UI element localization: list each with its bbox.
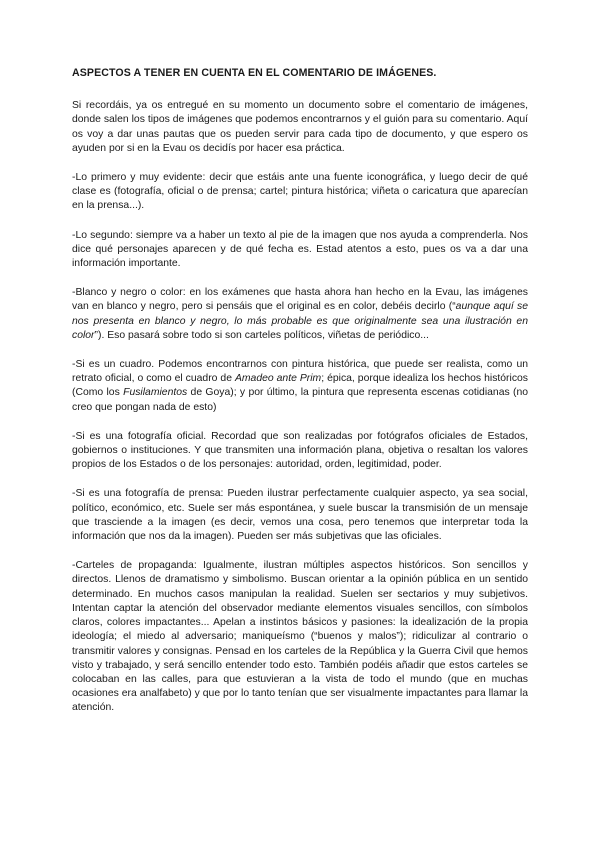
paragraph-text: -Blanco y negro o color: en los exámenes que hasta ahora han hecho en la Evau, las imágenes van en blanco y negro, pero si pensáis que el original es en color, debéis decirlo (“ [72, 287, 528, 313]
paragraph-text: de Goya); y por último, la pintura que representa escenas cotidianas (no creo que pongan nada de esto) [72, 387, 529, 413]
paragraph-official-photo: -Si es una fotografía oficial. Recordad que son realizadas por fotógrafos oficiales de Estados, gobiernos o instituciones. Y que transmiten una información plana, objetiva o resaltan los valores propios de los Estados o de los personajes: autoridad, orden, legitimidad, poder. [72, 430, 528, 471]
italic-quote: aunque aquí se nos presenta en blanco y negro, lo más probable es que originalmente sea una ilustración en color [72, 301, 528, 341]
paragraph-painting [72, 358, 528, 415]
paragraph-caption-text: -Lo segundo: siempre va a haber un texto al pie de la imagen que nos ayuda a comprenderla. Nos dice qué personajes aparecen y de qué fecha es. Estad atentos a esto, pues os va a dar una información importante. [72, 229, 528, 270]
paragraph-propaganda-posters: -Carteles de propaganda: Igualmente, ilustran múltiples aspectos históricos. Son sencillos y directos. Llenos de dramatismo y simbolismo. Buscan orientar a la opinión pública en un sentido determinado. En muchos casos manipulan la realidad. Suelen ser sectarios y muy subjetivos. Intentan captar la atención del observador mediante elementos visuales sencillos, con símbolos claros, colores impactantes... Apelan a instintos básicos y pasiones: la idealización de la propia ideología; el miedo al adversario; maniqueísmo (“buenos y malos”); ridiculizar al contrario o transmitir valores y consignas. Pensad en los carteles de la República y la Guerra Civil que hemos visto y trabajado, y será sencillo entender todo esto. También podéis añadir que estos carteles se colocaban en las calles, para que estuvieran a la vista de todo el mundo (que en muchas ocasiones era analfabeto) y que por lo tanto tenían que ser visualmente impactantes para llamar la atención. [72, 560, 528, 714]
artwork-title: Amadeo ante Prim [234, 373, 322, 385]
artwork-title: Fusilamientos [123, 387, 188, 399]
paragraph-black-white-color [72, 286, 528, 343]
paragraph-press-photo: -Si es una fotografía de prensa: Pueden ilustrar perfectamente cualquier aspecto, ya sea social, político, económico, etc. Suele ser más espontánea, y suele buscar la transmisión de un mensaje que trasciende a la imagen (es decir, vemos una cosa, pero tenemos que interpretar toda la información que nos da la imagen). Pueden ser más subjetivas que las oficiales. [72, 488, 528, 543]
document-page [72, 66, 528, 731]
intro-paragraph: Si recordáis, ya os entregué en su momento un documento sobre el comentario de imágenes, donde salen los tipos de imágenes que podemos encontrarnos y el guión para su comentario. Aquí os voy a dar unas pautas que os pueden servir para cada tipo de documento, y que espero os ayuden por si en la Evau os decidís por hacer esa práctica. [72, 100, 528, 154]
paragraph-iconographic-source: -Lo primero y muy evidente: decir que estáis ante una fuente iconográfica, y luego decir de qué clase es (fotografía, oficial o de prensa; cartel; pintura histórica; viñeta o caricatura que aparecían en la prensa...). [72, 172, 528, 212]
paragraph-text: ; épica, porque idealiza los hechos históricos (Como los [72, 373, 528, 399]
paragraph-text: -Si es un cuadro. Podemos encontrarnos con pintura histórica, que puede ser realista, como un retrato oficial, o como el cuadro de [72, 359, 528, 385]
document-title: ASPECTOS A TENER EN CUENTA EN EL COMENTARIO DE IMÁGENES. [72, 67, 437, 79]
paragraph-text: ”). Eso pasará sobre todo si son carteles políticos, viñetas de periódico... [94, 329, 429, 341]
